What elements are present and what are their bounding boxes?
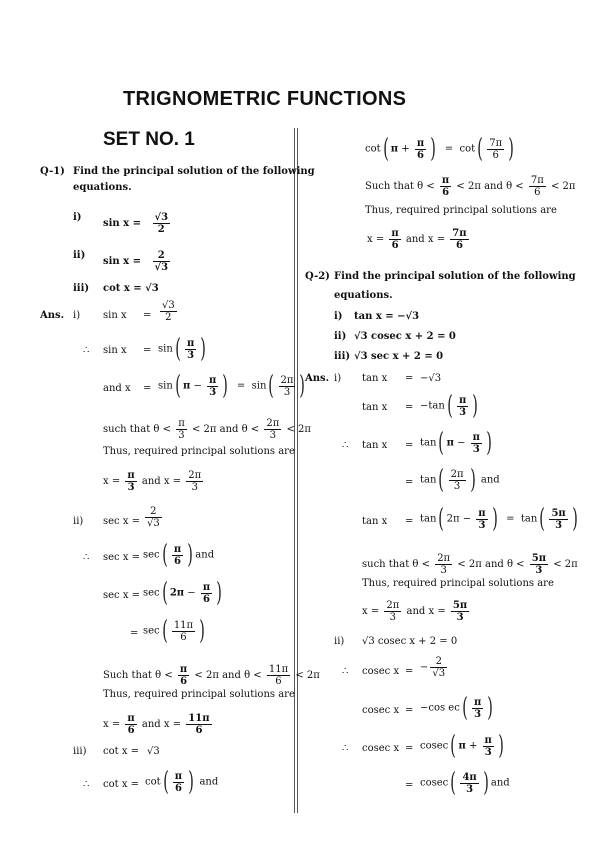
q2-item-expr: √3 cosec x + 2 = 0 (354, 331, 456, 342)
eq-rhs: cosec( π + $\frac{\pi}{3}$ ) (420, 731, 504, 761)
eq-rhs: sin( $\frac{\pi}{3}$ ) (158, 334, 207, 364)
q1-text-2: equations. (73, 182, 132, 193)
eq-sign: = (405, 705, 414, 716)
eq-lhs: cosec x (362, 743, 400, 754)
q2-item-expr: tan x = −√3 (354, 311, 420, 322)
condition: Such that θ < $\frac{\pi}{6}$ < 2π and θ < $\frac{7\pi}{6}$ < 2π (365, 175, 576, 198)
ans-part: i) (334, 373, 342, 384)
q2-item-num: i) (334, 311, 343, 322)
eq-sign: = (143, 310, 152, 321)
ans-part: i) (73, 310, 81, 321)
q1-text: Find the principal solution of the following (73, 166, 315, 177)
q2-label: Q-2) (305, 271, 330, 282)
eq-lhs: tan x (362, 373, 388, 384)
eq-sign: = (405, 743, 414, 754)
eq-sign: = (130, 628, 139, 639)
therefore-symbol: ∴ (83, 345, 90, 356)
solutions: x = $\frac{\pi}{6}$ and x = $\frac{11\pi}{6}$ (103, 713, 210, 736)
eq-lhs: cosec x (362, 705, 400, 716)
eq-rhs: −tan( $\frac{\pi}{3}$ ) (420, 391, 479, 421)
eq-rhs: $\frac{2}{√3}$ (147, 506, 160, 529)
eq-sign: = (405, 402, 414, 413)
eq-rhs: tan( 2π − $\frac{\pi}{3}$ ) = tan( $\frac{5\pi}{3}$ ) (420, 504, 578, 534)
eq-lhs: tan x (362, 402, 388, 413)
solutions: x = $\frac{\pi}{6}$ and x = $\frac{7\pi}{6}$ (367, 228, 467, 251)
eq-rhs: $\frac{√3}{2}$ (162, 300, 175, 323)
eq-sign: = (143, 383, 152, 394)
therefore-symbol: ∴ (342, 666, 349, 677)
eq-rhs: sec( $\frac{11\pi}{6}$ ) (143, 616, 205, 646)
q2-item-num: ii) (334, 331, 347, 342)
eq-rhs: tan( π − $\frac{\pi}{3}$ ) (420, 428, 492, 458)
eq-sign: = (405, 373, 414, 384)
eq-sign: = (143, 345, 152, 356)
q1-label: Q-1) (40, 166, 65, 177)
eq-lhs: tan x (362, 440, 388, 451)
set-number: SET NO. 1 (103, 129, 195, 150)
eq-sign: = (405, 477, 414, 488)
q2-item-num: iii) (334, 351, 351, 362)
eq-sign: = (405, 780, 414, 791)
solutions: x = $\frac{\pi}{3}$ and x = $\frac{2\pi}{3}$ (103, 470, 202, 493)
eq-lhs: sin x (103, 310, 127, 321)
thus-text: Thus, required principal solutions are (103, 689, 295, 700)
thus-text: Thus, required principal solutions are (365, 205, 557, 216)
q1-item-num: i) (73, 212, 82, 223)
eq-rhs: sin( π − $\frac{\pi}{3}$ ) = sin( $\frac{2\pi}{3}$ ) (158, 371, 306, 401)
condition: Such that θ < $\frac{\pi}{6}$ < 2π and θ < $\frac{11\pi}{6}$ < 2π (103, 664, 320, 687)
eq-rhs: sec( 2π − $\frac{\pi}{6}$ ) (143, 578, 223, 608)
ans-label: Ans. (305, 373, 330, 384)
eq-rhs: tan( $\frac{2\pi}{3}$ ) and (420, 465, 500, 495)
eq-lhs: and x (103, 383, 131, 394)
eq-sign: = (405, 666, 414, 677)
ans-part: iii) (73, 746, 87, 757)
q1-item-num: ii) (73, 250, 86, 261)
eq-lhs: sin x (103, 345, 127, 356)
column-divider (294, 128, 295, 813)
eq-rhs: cosec( $\frac{4\pi}{3}$ ) and (420, 768, 510, 798)
q1-item-num: iii) (73, 283, 90, 294)
q1-item-expr: sin x = $\frac{√3}{2}$ (103, 212, 169, 235)
eq-sign: = (405, 516, 414, 527)
thus-text: Thus, required principal solutions are (103, 446, 295, 457)
eq-lhs: sec x = (103, 516, 141, 527)
eq-rhs: √3 (147, 746, 160, 757)
eq-sign: = (405, 440, 414, 451)
q2-item-expr: √3 sec x + 2 = 0 (354, 351, 444, 362)
eq-rhs: −√3 (420, 373, 442, 384)
page-title: TRIGNOMETRIC FUNCTIONS (123, 88, 407, 110)
solutions: x = $\frac{2\pi}{3}$ and x = $\frac{5\pi}{3}$ (362, 600, 468, 623)
therefore-symbol: ∴ (83, 779, 90, 790)
condition: such that θ < $\frac{2\pi}{3}$ < 2π and θ < $\frac{5\pi}{3}$ < 2π (362, 553, 578, 576)
eq-lhs: tan x (362, 516, 388, 527)
eq-line: √3 cosec x + 2 = 0 (362, 636, 458, 647)
eq-lhs: cot x = (103, 779, 140, 790)
therefore-symbol: ∴ (83, 552, 90, 563)
therefore-symbol: ∴ (342, 440, 349, 451)
q2-text-2: equations. (334, 290, 393, 301)
q1-item-expr: sin x = $\frac{2}{√3}$ (103, 250, 169, 273)
eq-rhs: −cos ec( $\frac{\pi}{3}$ ) (420, 693, 494, 723)
eq-rhs: cot( $\frac{\pi}{6}$ ) and (145, 767, 219, 797)
condition: such that θ < $\frac{\pi}{3}$ < 2π and θ < $\frac{2\pi}{3}$ < 2π (103, 418, 311, 441)
eq-rhs: sec( $\frac{\pi}{6}$ ) and (143, 540, 215, 570)
eq-lhs: cosec x (362, 666, 400, 677)
therefore-symbol: ∴ (342, 743, 349, 754)
q2-text: Find the principal solution of the following (334, 271, 576, 282)
ans-label: Ans. (40, 310, 65, 321)
column-divider-2 (297, 128, 298, 813)
ans-part: ii) (73, 516, 84, 527)
eq-lhs: sec x = (103, 552, 141, 563)
eq-lhs: cot x = (103, 746, 140, 757)
thus-text: Thus, required principal solutions are (362, 578, 554, 589)
continued-eq: cot( π + $\frac{\pi}{6}$ ) = cot( $\frac{7\pi}{6}$ ) (365, 134, 515, 164)
eq-lhs: sec x = (103, 590, 141, 601)
q1-item-expr: cot x = √3 (103, 283, 159, 294)
ans-part: ii) (334, 636, 345, 647)
eq-rhs: − $\frac{2}{√3}$ (420, 656, 446, 679)
